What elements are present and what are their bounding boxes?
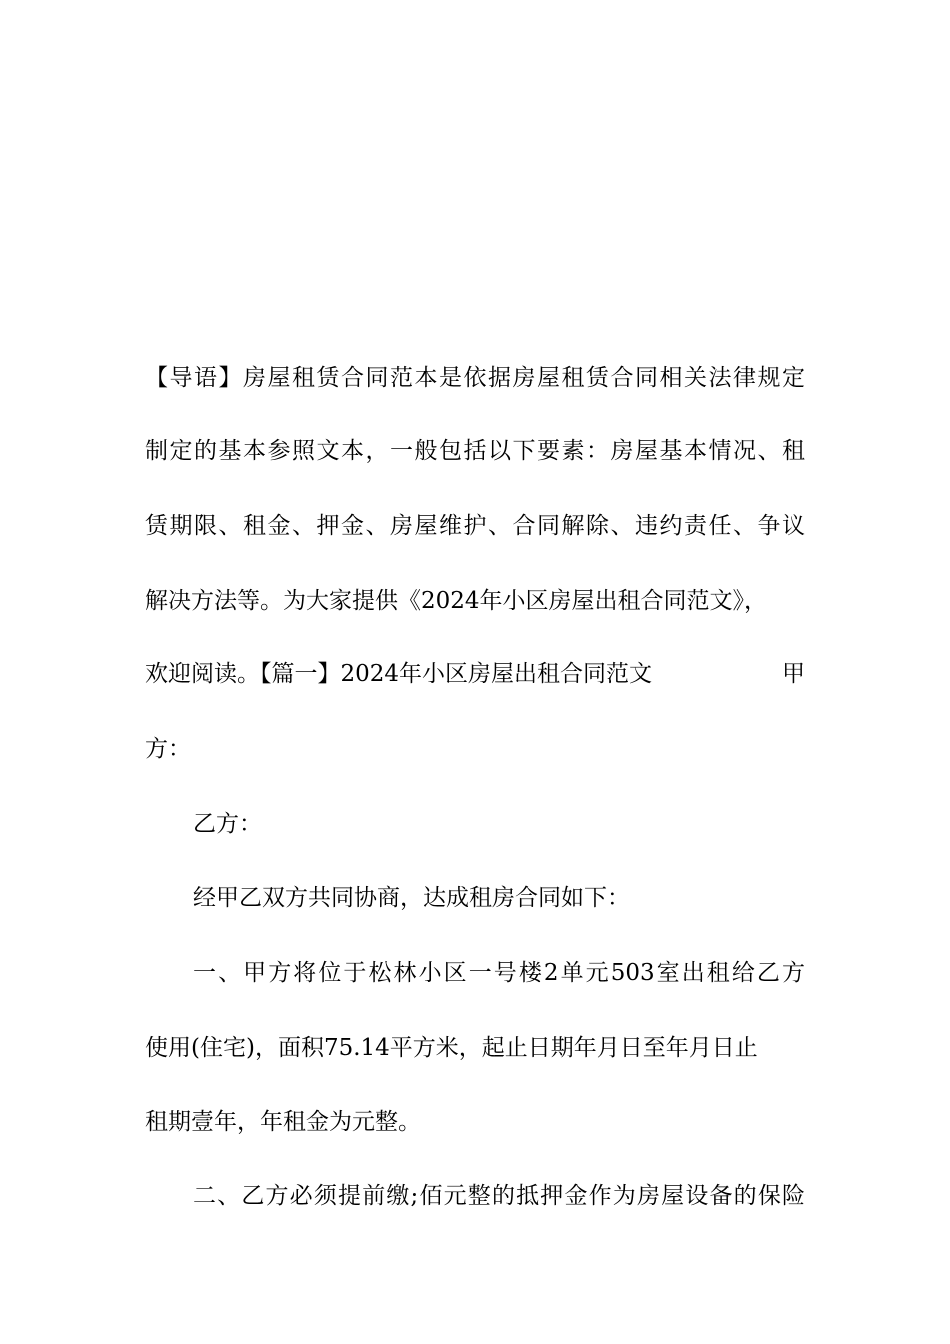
party-a-label-end: 方： [145, 736, 191, 762]
agreement-intro: 经甲乙双方共同协商，达成租房合同如下： [193, 885, 630, 911]
paragraph-line-3: 赁期限、租金、押金、房屋维护、合同解除、违约责任、争议 [145, 513, 805, 539]
party-b-label: 乙方： [193, 811, 262, 837]
paragraph-line-5-text: 欢迎阅读。【篇一】2024年小区房屋出租合同范文 [145, 661, 653, 687]
clause-2-line-1: 二、乙方必须提前缴;佰元整的抵押金作为房屋设备的保险 [193, 1183, 805, 1209]
clause-1-line-1: 一、甲方将位于松林小区一号楼2单元503室出租给乙方 [193, 960, 805, 986]
clause-1-line-3: 租期壹年，年租金为元整。 [145, 1109, 421, 1135]
clause-1-line-2: 使用(住宅)，面积75.14平方米，起止日期年月日至年月日止 [145, 1035, 758, 1061]
paragraph-line-2: 制定的基本参照文本，一般包括以下要素：房屋基本情况、租 [145, 438, 805, 464]
paragraph-line-4: 解决方法等。为大家提供《2024年小区房屋出租合同范文》， [145, 588, 768, 614]
party-a-label-start: 甲 [782, 661, 805, 687]
paragraph-line-5 [145, 660, 805, 688]
paragraph-line-1: 【导语】房屋租赁合同范本是依据房屋租赁合同相关法律规定 [145, 365, 805, 391]
